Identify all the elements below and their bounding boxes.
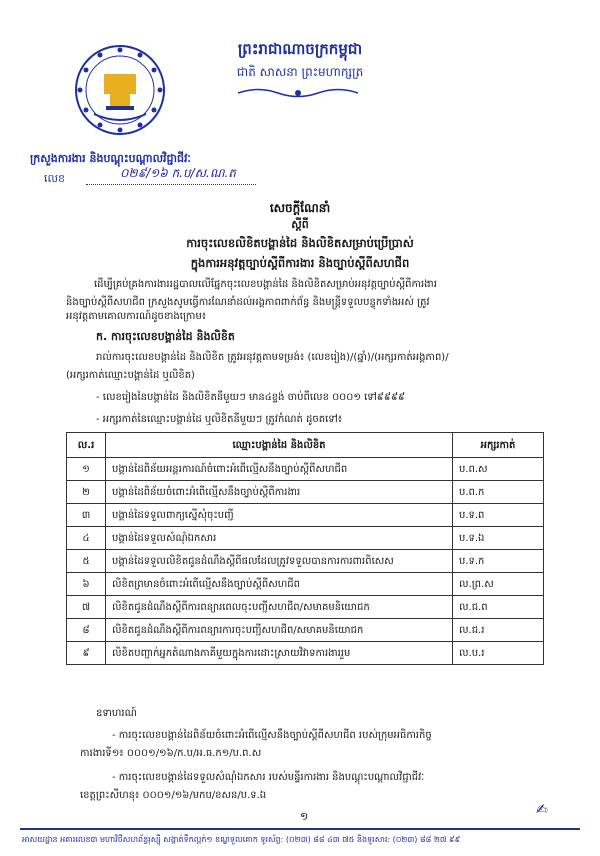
footer-divider [20, 828, 580, 830]
row-name: បង្គាន់ដៃទទួលសំណុំឯកសារ [106, 527, 453, 550]
row-abbreviation: ប.ទ.ក [453, 550, 544, 573]
row-abbreviation: ល.ជ.រ [453, 619, 544, 642]
example-2-line-2: ខេត្តព្រះសីហនុ៖ ០០០១/១៦/មកប/ខសន/ប.ទ.ឯ [80, 790, 267, 801]
row-abbreviation: ប.ទ.ព [453, 504, 544, 527]
row-number: ៨ [67, 619, 106, 642]
column-header: អក្សរកាត់ [453, 433, 544, 458]
ornament-divider [238, 84, 358, 102]
row-abbreviation: ល.ប.រ [453, 642, 544, 665]
abbreviation-table [66, 432, 544, 665]
row-name: លិខិតព្រមានចំពោះអំពើល្មើសនឹងច្បាប់ស្តីពីសហជីព [106, 573, 453, 596]
document-subject-line1: ការចុះលេខលិខិតបង្គាន់ដៃ និងលិខិតសម្រាប់ប្រើប្រាស់ [186, 236, 414, 250]
intro-line-1: ដើម្បីគ្រប់គ្រងការងាររដ្ឋបាលលើផ្នែកចុះលេខបង្គាន់ដៃ និងលិខិតសម្រាប់អនុវត្តច្បាប់ស្តីពីការងារ [94, 279, 437, 290]
row-name: លិខិតជូនដំណឹងស្តីពីការពន្យារពេលចុះបញ្ជីសហជីព/សមាគមនិយោជក [106, 596, 453, 619]
row-abbreviation: ល.ជ.ព [453, 596, 544, 619]
example-2-line-1: - ការចុះលេខបង្គាន់ដៃទទួលសំណុំឯកសារ របស់មន្ទីរការងារ និងបណ្តុះបណ្តាលវិជ្ជាជីវៈ [112, 772, 425, 783]
examples-label: ឧទាហរណ៍ [96, 708, 137, 719]
ministry-logo [74, 44, 166, 136]
row-abbreviation: ប.ទ.ឯ [453, 527, 544, 550]
table-row [67, 619, 544, 642]
bullet-2: - អក្សរកាត់នៃឈ្មោះបង្គាន់ដៃ ឬលិខិតនីមួយៗ ត្រូវកំណត់ ដូចតទៅ៖ [96, 414, 343, 425]
row-name: លិខិតបញ្ជាក់អ្នកតំណាងភាគីមួយក្នុងការដោះស្រាយវិវាទការងាររួម [106, 642, 453, 665]
intro-line-2: និងច្បាប់ស្តីពីសហជីព ក្រសួងសូមធ្វើការណែនាំដល់អង្គភាពពាក់ព័ន្ធ និងមន្ត្រីទទួលបន្ទុកទាំងអស់ ត្រូវ [66, 297, 430, 308]
table-row [67, 573, 544, 596]
example-1-line-2: ការងារទី១៖ ០០០១/១៦/ក.ប/អ.ធ.ក១/ប.ព.ស [80, 748, 262, 759]
section-heading: ក. ការចុះលេខបង្គាន់ដៃ និងលិខិត [96, 330, 235, 343]
row-name: បង្គាន់ដៃពិន័យអន្តរការណ៍ចំពោះអំពើល្មើសនឹងច្បាប់ស្តីពីសហជីព [106, 458, 453, 481]
reference-number: ០២៩/១៦ ក.ប/ស.ណ.ត [120, 166, 236, 180]
document-title: សេចក្តីណែនាំ [269, 201, 331, 215]
intro-line-3: អនុវត្តតាមគោលការណ៍ដូចខាងក្រោម៖ [66, 311, 207, 322]
row-name: បង្គាន់ដៃទទួលពាក្យស្នើសុំចុះបញ្ជី [106, 504, 453, 527]
table-row [67, 550, 544, 573]
column-header: ល.រ [67, 433, 106, 458]
ministry-name: ក្រសួងការងារ និងបណ្តុះបណ្តាលវិជ្ជាជីវៈ [30, 152, 191, 165]
kingdom-motto: ជាតិ សាសនា ព្រះមហាក្សត្រ [236, 65, 364, 79]
row-number: ៧ [67, 596, 106, 619]
table-row [67, 527, 544, 550]
document-subject-line2: ក្នុងការអនុវត្តច្បាប់ស្តីពីការងារ និងច្បាប់ស្តីពីសហជីព [190, 256, 410, 270]
row-name: បង្គាន់ដៃពិន័យចំពោះអំពើល្មើសនឹងច្បាប់ស្តីពីការងារ [106, 481, 453, 504]
row-number: ៦ [67, 573, 106, 596]
table-row [67, 481, 544, 504]
table-row [67, 596, 544, 619]
handwritten-initials: ✍ [536, 802, 548, 818]
example-1-line-1: - ការចុះលេខបង្គាន់ដៃពិន័យចំពោះអំពើល្មើសនឹងច្បាប់ស្តីពីសហជីព របស់ក្រុមអធិការកិច្ច [112, 730, 432, 741]
row-number: ៣ [67, 504, 106, 527]
section-text-1: រាល់ការចុះលេខបង្គាន់ដៃ និងលិខិត ត្រូវអនុវត្តតាមទម្រង់៖ (លេខរៀង)/(ឆ្នាំ)/(អក្សរកាត់អង្គភាព)/ [96, 352, 449, 363]
document-subtitle: ស្តីពី [291, 218, 309, 231]
table-header-row [67, 433, 544, 458]
footer-address: អាសយដ្ឋាន អគារលេខ៣ មហាវិថីសហព័ន្ធរុស្ស៊ី សង្កាត់ទឹកល្អក់១ ខណ្ឌទួលគោក ទូរស័ព្ទ: (០២៣) ៨៨ ៤៣ ៧៥ និងទូរសារ: (០២៣) ៨៨ ២៧ ៩៩ [22, 835, 461, 844]
row-number: ១ [67, 458, 106, 481]
table-row [67, 642, 544, 665]
table-row [67, 504, 544, 527]
row-number: ៥ [67, 550, 106, 573]
row-name: លិខិតជូនដំណឹងស្តីពីការពន្យារការចុះបញ្ជីសហជីព/សមាគមនិយោជក [106, 619, 453, 642]
row-name: បង្គាន់ដៃទទួលលិខិតជូនដំណឹងស្តីពីផលដែលត្រូវទទួលបានការការពារពិសេស [106, 550, 453, 573]
table-row [67, 458, 544, 481]
row-number: ៩ [67, 642, 106, 665]
kingdom-title: ព្រះរាជាណាចក្រកម្ពុជា [237, 40, 363, 58]
row-number: ៤ [67, 527, 106, 550]
row-abbreviation: ប.ព.ស [453, 458, 544, 481]
page-number: ១ [300, 810, 309, 823]
reference-label: លេខ [44, 172, 65, 185]
row-abbreviation: ល.ព្រ.ស [453, 573, 544, 596]
row-abbreviation: ប.ព.ក [453, 481, 544, 504]
column-header: ឈ្មោះបង្គាន់ដៃ និងលិខិត [106, 433, 453, 458]
bullet-1: - លេខរៀងនៃបង្គាន់ដៃ និងលិខិតនីមួយៗ មាន៤ខ្ទង់ ចាប់ពីលេខ ០០០១ ទៅ៩៩៩៩ [96, 392, 406, 403]
section-text-2: (អក្សរកាត់ឈ្មោះបង្គាន់ដៃ ឬលិខិត) [66, 370, 195, 381]
row-number: ២ [67, 481, 106, 504]
